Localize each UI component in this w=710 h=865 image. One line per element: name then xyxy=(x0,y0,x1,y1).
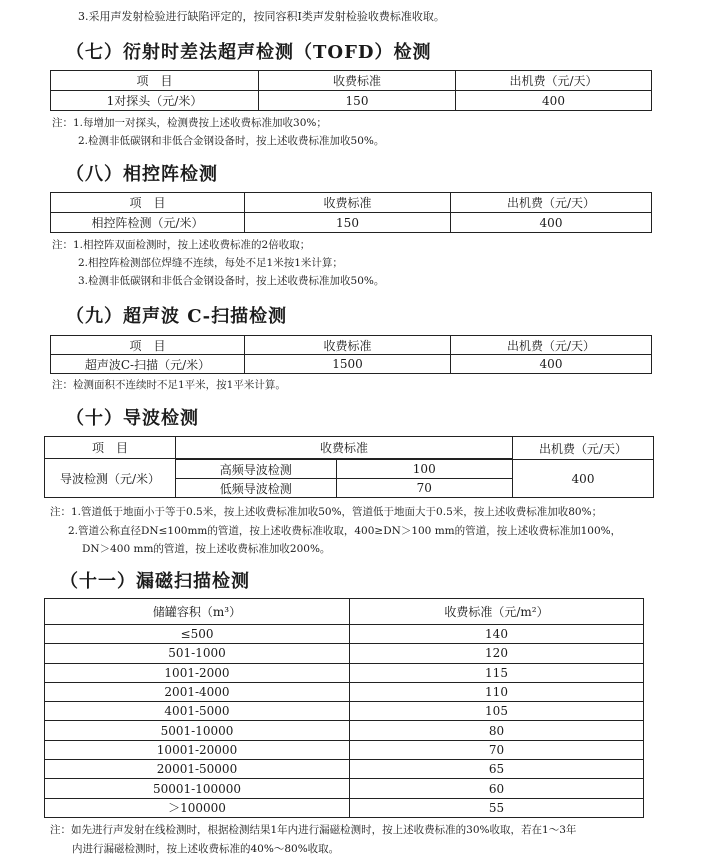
cell-fee: 400 xyxy=(451,213,652,233)
cell-volume: 2001-4000 xyxy=(45,682,350,701)
c-scan-table xyxy=(50,335,652,374)
mfl-table xyxy=(44,598,644,818)
cell-price: 65 xyxy=(350,760,644,779)
header-price: 收费标准 xyxy=(176,437,513,459)
section-title-c-scan: （九）超声波 C-扫描检测 xyxy=(66,306,288,327)
note: 注：1.相控阵双面检测时，按上述收费标准的2倍收取； xyxy=(52,239,311,251)
cell-volume: 10001-20000 xyxy=(45,740,350,759)
note: 2.管道公称直径DN≤100mm的管道，按上述收费标准收取，400≥DN＞100 mm的管道，按上述收费标准加100%， xyxy=(68,525,622,537)
header-item: 项 目 xyxy=(51,193,245,213)
cell-fee: 400 xyxy=(456,91,652,111)
cell-price: 55 xyxy=(350,798,644,817)
section-title-tofd: （七）衍射时差法超声检测（TOFD）检测 xyxy=(66,42,432,63)
cell-volume: 1001-2000 xyxy=(45,663,350,682)
header-price: 收费标准 xyxy=(259,71,456,91)
cell-price: 120 xyxy=(350,644,644,663)
note: DN＞400 mm的管道，按上述收费标准加收200%。 xyxy=(82,543,331,555)
sub-price-low-freq: 70 xyxy=(336,479,513,498)
guided-wave-table xyxy=(44,436,654,498)
cell-item: 导波检测（元/米） xyxy=(45,459,176,498)
cell-volume: 501-1000 xyxy=(45,644,350,663)
note: 内进行漏磁检测时，按上述收费标准的40%～80%收取。 xyxy=(72,843,340,855)
header-price: 收费标准 xyxy=(245,336,451,355)
cell-price: 150 xyxy=(245,213,451,233)
section-title-mfl: （十一）漏磁扫描检测 xyxy=(60,571,250,592)
tofd-table xyxy=(50,70,652,111)
note: 注：如先进行声发射在线检测时，根据检测结果1年内进行漏磁检测时，按上述收费标准的30%收取，若在1～3年 xyxy=(50,824,577,836)
top-note: 3.采用声发射检验进行缺陷评定的，按同容积Ⅰ类声发射检验收费标准收取。 xyxy=(78,10,445,23)
cell-volume: 4001-5000 xyxy=(45,702,350,721)
note: 2.相控阵检测部位焊缝不连续，每处不足1米按1米计算； xyxy=(78,257,343,269)
note: 2.检测非低碳钢和非低合金钢设备时，按上述收费标准加收50%。 xyxy=(78,135,385,147)
cell-volume: 5001-10000 xyxy=(45,721,350,740)
cell-fee: 400 xyxy=(451,355,652,374)
cell-volume: 50001-100000 xyxy=(45,779,350,798)
cell-price: 110 xyxy=(350,682,644,701)
note: 3.检测非低碳钢和非低合金钢设备时，按上述收费标准加收50%。 xyxy=(78,275,385,287)
section-title-phased-array: （八）相控阵检测 xyxy=(66,164,218,185)
header-item: 项 目 xyxy=(51,71,259,91)
cell-item: 1对探头（元/米） xyxy=(51,91,259,111)
header-price: 收费标准 xyxy=(245,193,451,213)
cell-price: 140 xyxy=(350,625,644,644)
header-item: 项 目 xyxy=(45,437,176,459)
cell-fee: 400 xyxy=(513,460,654,498)
header-volume: 储罐容积（m³） xyxy=(45,599,350,625)
header-fee: 出机费（元/天） xyxy=(456,71,652,91)
sub-price-high-freq: 100 xyxy=(336,460,513,479)
cell-price: 150 xyxy=(259,91,456,111)
cell-price: 115 xyxy=(350,663,644,682)
note: 注：1.每增加一对探头，检测费按上述收费标准加收30%； xyxy=(52,117,327,129)
cell-item: 超声波C-扫描（元/米） xyxy=(51,355,245,374)
cell-price: 70 xyxy=(350,740,644,759)
header-fee: 出机费（元/天） xyxy=(513,437,654,460)
cell-price: 80 xyxy=(350,721,644,740)
note: 注：1.管道低于地面小于等于0.5米，按上述收费标准加收50%，管道低于地面大于0.5米，按上述收费标准加收80%； xyxy=(50,506,603,518)
cell-item: 相控阵检测（元/米） xyxy=(51,213,245,233)
header-price: 收费标准（元/m²） xyxy=(350,599,644,625)
phased-array-table xyxy=(50,192,652,233)
cell-volume: 20001-50000 xyxy=(45,760,350,779)
section-title-guided-wave: （十）导波检测 xyxy=(66,408,199,429)
header-fee: 出机费（元/天） xyxy=(451,336,652,355)
cell-volume: ≤500 xyxy=(45,625,350,644)
sub-item-low-freq: 低频导波检测 xyxy=(176,479,337,498)
cell-price: 105 xyxy=(350,702,644,721)
sub-item-high-freq: 高频导波检测 xyxy=(176,460,337,479)
cell-price: 60 xyxy=(350,779,644,798)
header-fee: 出机费（元/天） xyxy=(451,193,652,213)
cell-price: 1500 xyxy=(245,355,451,374)
cell-volume: ＞100000 xyxy=(45,798,350,817)
header-item: 项 目 xyxy=(51,336,245,355)
note: 注：检测面积不连续时不足1平米，按1平米计算。 xyxy=(52,379,286,391)
